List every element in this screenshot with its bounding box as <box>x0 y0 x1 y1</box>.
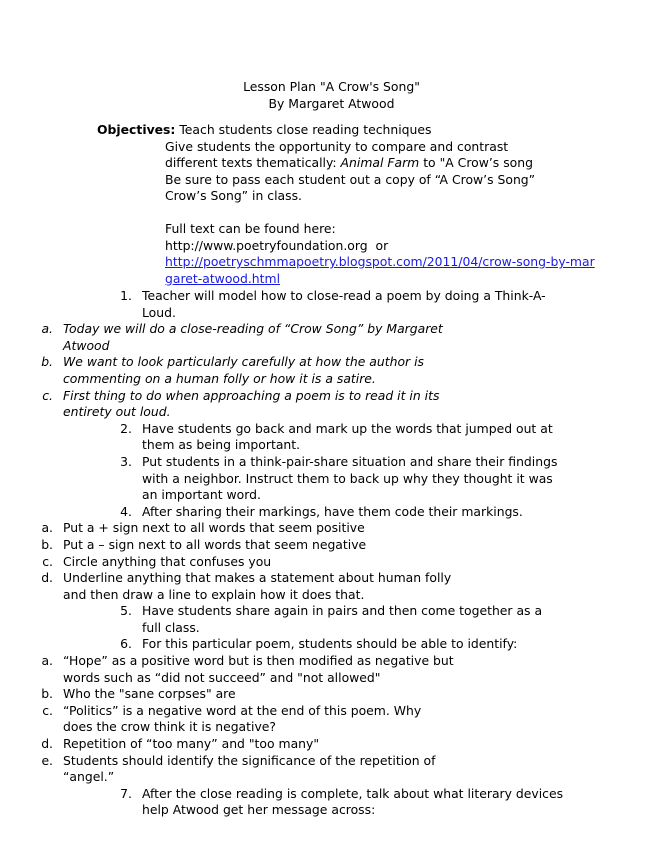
full-text-section <box>165 221 597 287</box>
substep-marker: c. <box>42 702 53 718</box>
substep-text: Repetition of “too many” and "too many" <box>63 736 320 752</box>
substep-text: Today we will do a close-reading of “Crow Song” by Margaret Atwood <box>63 321 443 353</box>
objectives-lines <box>165 139 597 205</box>
objectives-line-3: Be sure to pass each student out a copy of “A Crow’s Song” <box>165 171 536 187</box>
lesson-substep <box>33 570 454 603</box>
objectives-line-4: Crow’s Song” in class. <box>165 188 302 204</box>
full-text-plain-url-line <box>165 238 597 255</box>
step-text: Teacher will model how to close-read a poem by doing a Think-A-Loud. <box>142 288 546 320</box>
substep-marker: c. <box>42 553 53 569</box>
lesson-substep <box>33 388 454 421</box>
lesson-substep <box>33 653 454 686</box>
step-text: For this particular poem, students should be able to identify: <box>142 636 518 652</box>
step-marker: 1. <box>120 288 132 303</box>
lesson-substep <box>33 354 454 387</box>
substep-text: Put a + sign next to all words that seem positive <box>63 520 365 536</box>
substep-text: We want to look particularly carefully at how the author is commenting on a human folly or how it is a satire. <box>63 354 424 386</box>
substep-marker: a. <box>41 321 53 337</box>
lesson-substep-list <box>0 321 663 421</box>
substep-marker: a. <box>41 653 53 669</box>
substep-marker: b. <box>41 686 53 702</box>
lesson-substep <box>33 736 454 753</box>
substep-text: First thing to do when approaching a poem is to read it in its entirety out loud. <box>63 387 440 420</box>
substep-marker: b. <box>41 354 53 370</box>
step-marker: 2. <box>120 420 132 436</box>
lesson-step <box>112 603 564 636</box>
lesson-substep <box>33 537 454 554</box>
objectives-label: Objectives: <box>97 122 176 137</box>
objectives-line-2 <box>165 155 597 172</box>
substep-marker: d. <box>41 570 53 586</box>
title-line-1: Lesson Plan "A Crow's Song" <box>243 79 420 94</box>
step-marker: 6. <box>120 636 132 652</box>
lesson-substep <box>33 520 454 537</box>
substep-text: “Politics” is a negative word at the end of this poem. Why does the crow think it is negative? <box>63 702 422 735</box>
objectives-line-2-suffix: to "A Crow’s song <box>419 155 533 171</box>
poetryschmmapoetry-link[interactable]: http://poetryschmmapoetry.blogspot.com/2011/04/crow-song-by-margaret-atwood.html <box>165 254 595 286</box>
lesson-substep <box>33 753 454 786</box>
lesson-step <box>112 504 564 521</box>
step-marker: 3. <box>120 453 132 469</box>
lesson-step <box>112 786 564 819</box>
lesson-substep <box>33 321 454 354</box>
substep-marker: b. <box>41 536 53 552</box>
lesson-substep-list <box>0 653 663 786</box>
step-marker: 4. <box>120 503 132 519</box>
step-marker: 5. <box>120 603 132 619</box>
lesson-step <box>112 421 564 454</box>
objectives-line-1: Give students the opportunity to compare and contrast <box>165 138 509 154</box>
lesson-substep-list <box>0 520 663 603</box>
poetryfoundation-url: http://www.poetryfoundation.org <box>165 237 368 253</box>
substep-text: Underline anything that makes a statement about human folly and then draw a line to explain how it does that. <box>63 570 452 602</box>
objectives-first-text: Teach students close reading techniques <box>175 122 432 137</box>
lesson-substep <box>33 703 454 736</box>
substep-marker: a. <box>41 520 53 536</box>
objectives-line-2-prefix: different texts thematically: <box>165 155 341 171</box>
lesson-step <box>112 636 564 653</box>
document-title-block <box>0 78 663 112</box>
full-text-link-line <box>165 254 597 287</box>
substep-text: Put a – sign next to all words that seem negative <box>63 536 367 552</box>
step-text: Have students go back and mark up the words that jumped out at them as being important. <box>142 420 553 453</box>
lesson-substep <box>33 554 454 571</box>
substep-text: “Hope” as a positive word but is then modified as negative but words such as “did not succeed” and "not allowed" <box>63 653 454 685</box>
step-text: Have students share again in pairs and then come together as a full class. <box>142 603 543 635</box>
step-text: After sharing their markings, have them code their markings. <box>142 503 523 519</box>
lesson-steps-list <box>0 288 663 819</box>
substep-text: Who the "sane corpses" are <box>63 686 236 702</box>
substep-marker: d. <box>41 736 53 752</box>
title-line-2: By Margaret Atwood <box>268 96 395 111</box>
substep-text: Students should identify the significance of the repetition of “angel.” <box>63 752 436 785</box>
step-text: After the close reading is complete, talk about what literary devices help Atwood get her message across: <box>142 785 564 818</box>
objectives-first-line <box>97 122 597 139</box>
objectives-section <box>97 122 597 287</box>
full-text-heading: Full text can be found here: <box>165 220 336 236</box>
lesson-step <box>112 454 564 504</box>
substep-marker: c. <box>42 387 53 403</box>
book-title-animal-farm: Animal Farm <box>340 155 420 171</box>
lesson-substep <box>33 686 454 703</box>
step-marker: 7. <box>120 785 132 801</box>
lesson-step <box>112 288 564 321</box>
substep-text: Circle anything that confuses you <box>63 553 272 569</box>
substep-marker: e. <box>41 752 53 768</box>
step-text: Put students in a think-pair-share situation and share their findings with a neighbor. Instruct them to back up why they thought it was an important word. <box>142 453 558 503</box>
or-label: or <box>367 237 389 253</box>
